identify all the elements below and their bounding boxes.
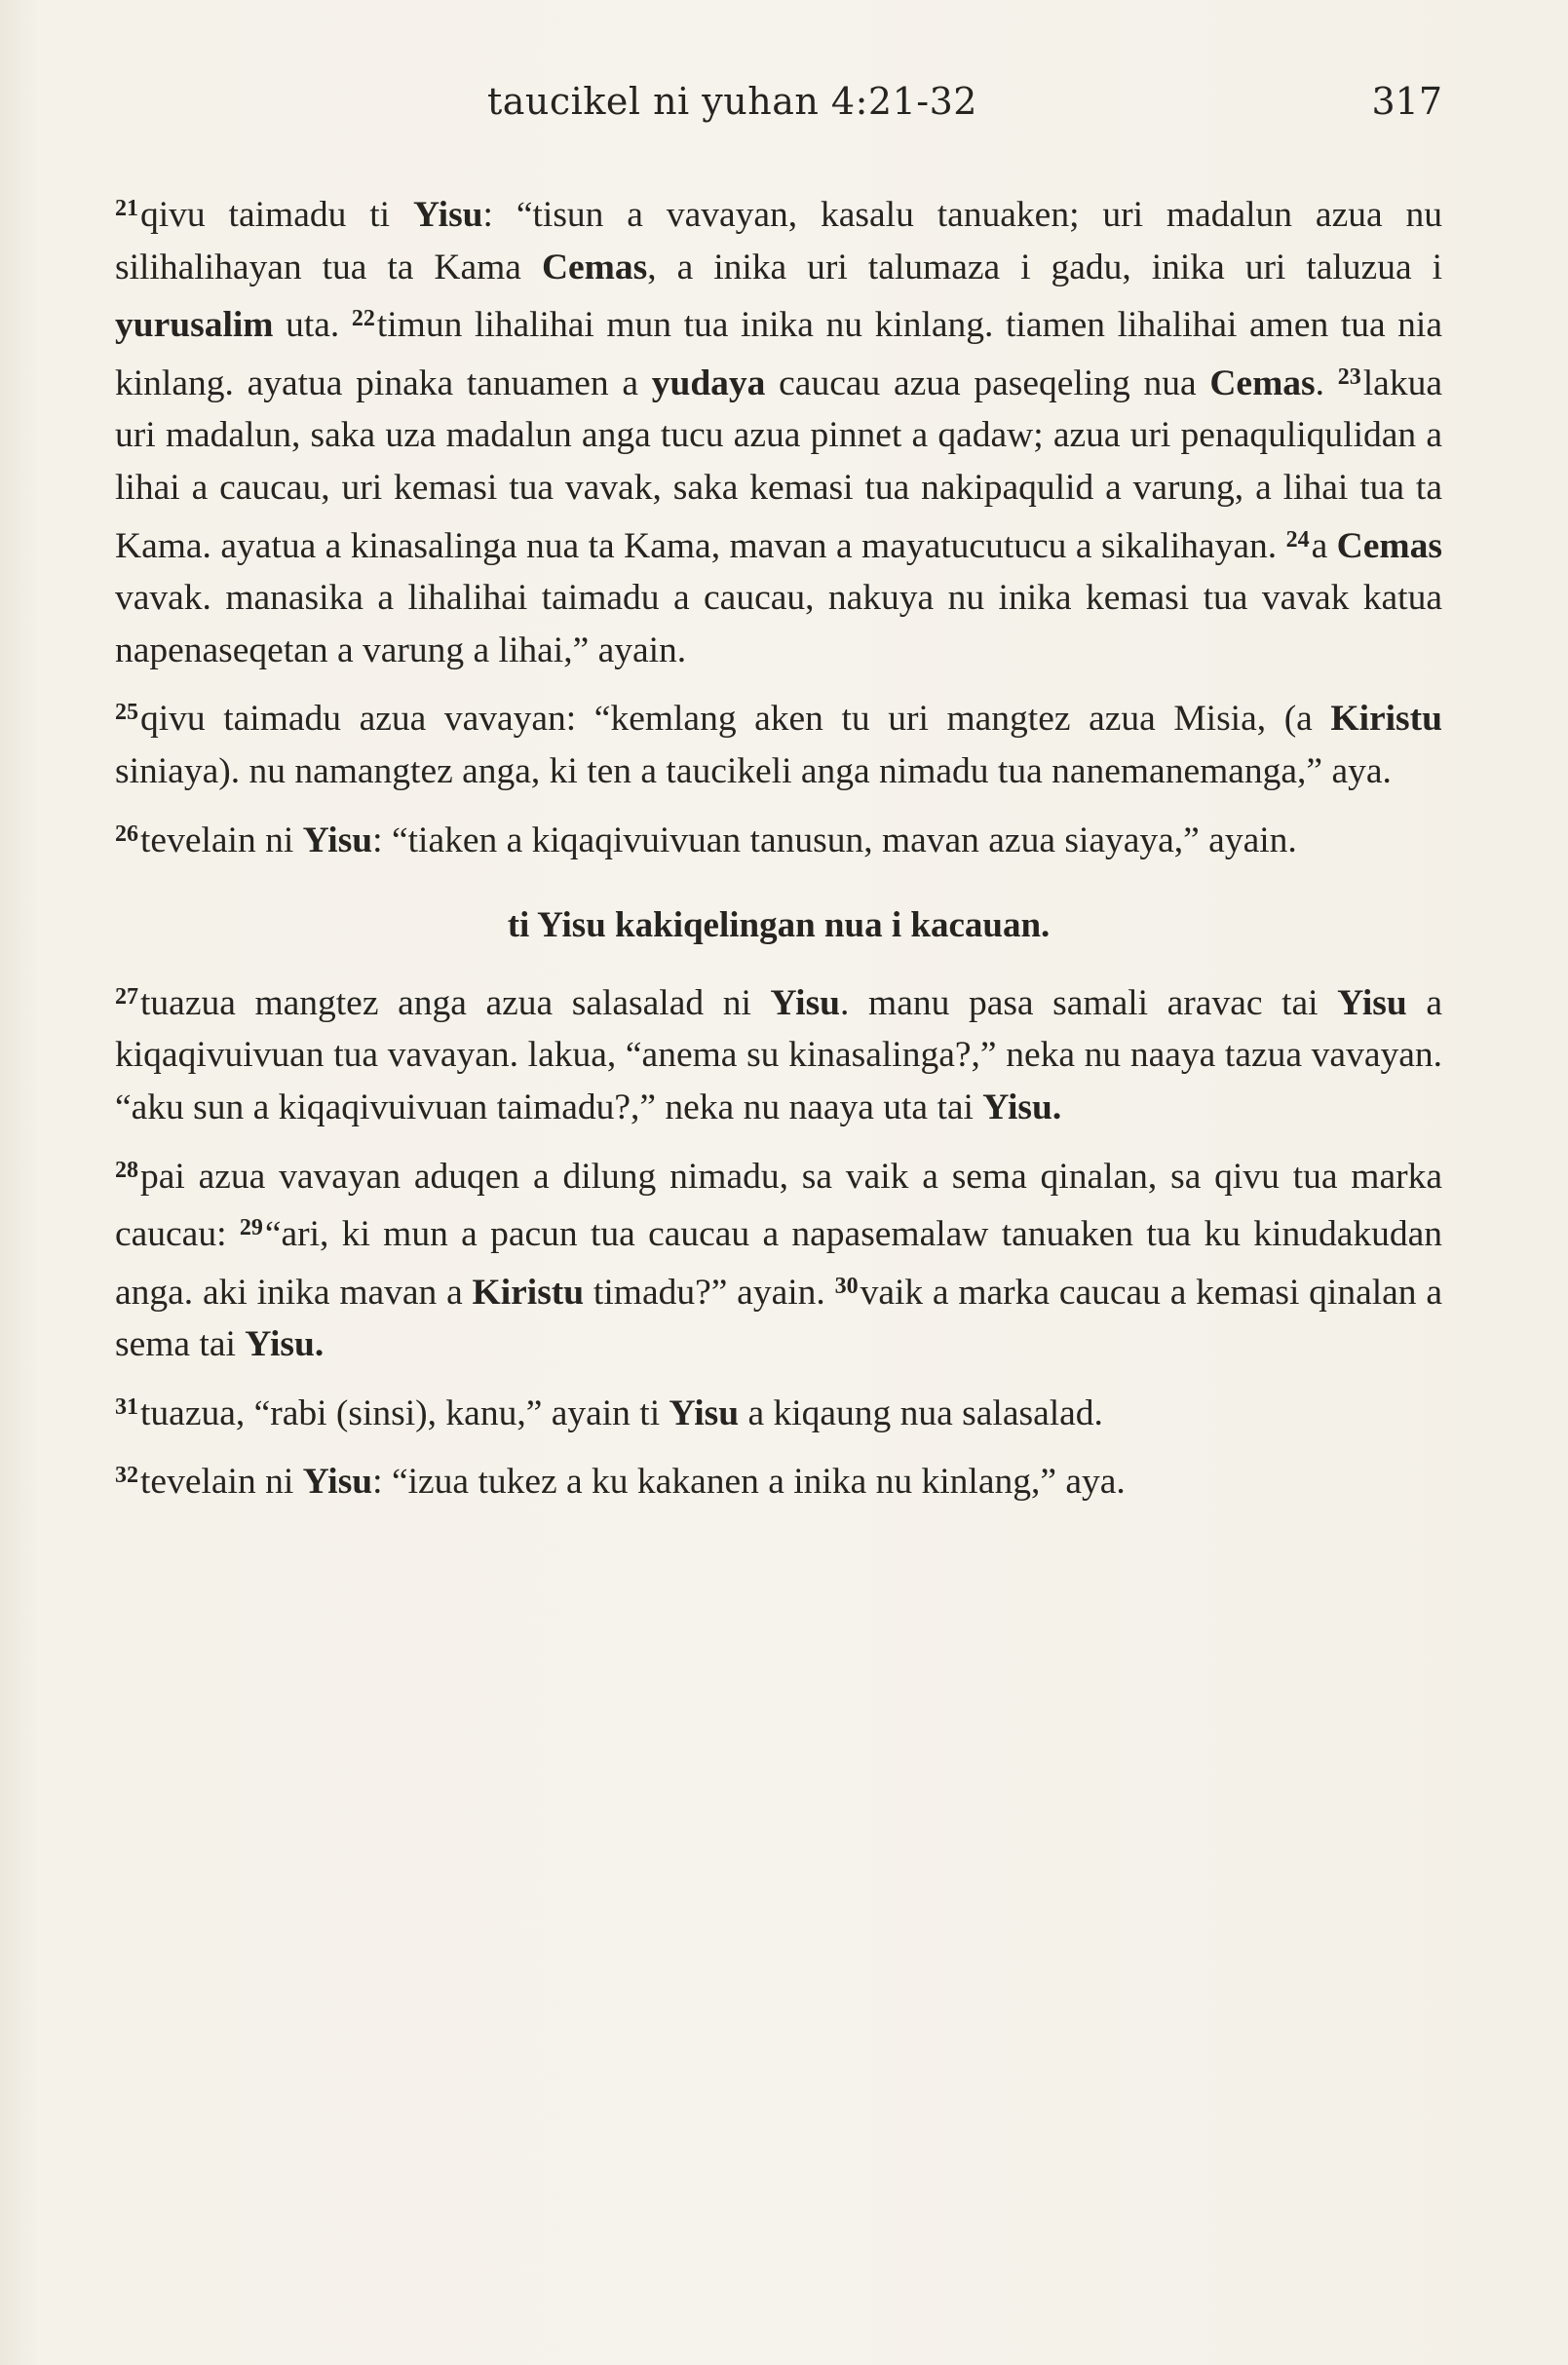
paragraph-v25: $^{25}$qivu taimadu azua vavayan: “kemlang aken tu uri mangtez azua Misia, (a Kiristu siniaya). nu namangtez anga, ki ten a taucikeli anga nimadu tua nanemanemanga,” aya. — [115, 699, 1442, 791]
paragraph-v26: $^{26}$tevelain ni Yisu: “tiaken a kiqaqivuivuan tanusun, mavan azua siayaya,” ayain. — [115, 820, 1297, 860]
page-number: 317 — [1371, 80, 1442, 123]
verse-number: 29 — [239, 1215, 263, 1241]
verse-number: 23 — [1337, 363, 1361, 390]
verse-number: 31 — [115, 1393, 138, 1420]
paragraph-v27: $^{27}$tuazua mangtez anga azua salasalad ni Yisu. manu pasa samali aravac tai Yisu a kiqaqivuivuan tua vavayan. lakua, “anema su kinasalinga?,” neka nu naaya tazua vavayan. “aku sun a kiqaqivuivuan taimadu?,” neka nu naaya uta tai Yisu. — [115, 982, 1442, 1127]
paragraph-v31: $^{31}$tuazua, “rabi (sinsi), kanu,” ayain ti Yisu a kiqaung nua salasalad. — [115, 1392, 1103, 1433]
verse-number: 22 — [351, 306, 375, 332]
page-body — [115, 183, 1442, 1508]
running-header — [117, 80, 1442, 138]
verse-number: 30 — [834, 1273, 859, 1299]
verse-number: 26 — [115, 820, 138, 847]
header-title: taucikel ni yuhan 4:21-32 — [487, 80, 977, 123]
verse-number: 28 — [115, 1157, 138, 1183]
verse-number: 24 — [1285, 526, 1310, 553]
paragraph-v32: $^{32}$tevelain ni Yisu: “izua tukez a ku kakanen a inika nu kinlang,” aya. — [115, 1462, 1126, 1503]
verse-number: 21 — [115, 196, 138, 221]
verse-number: 25 — [115, 700, 138, 726]
verse-number: 27 — [115, 983, 138, 1010]
paragraph-v28: $^{28}$pai azua vavayan aduqen a dilung nimadu, sa vaik a sema qinalan, sa qivu tua marka caucau: $^{29}$“ari, ki mun a pacun tua caucau a napasemalaw tanuaken tua ku kinudakudan anga. aki inika mavan a Kiristu timadu?” ayain. $^{30}$vaik a marka caucau a kemasi qinalan a sema tai Yisu. — [115, 1156, 1442, 1365]
verse-number: 32 — [115, 1463, 138, 1489]
section-heading: ti Yisu kakiqelingan nua i kacauan. — [507, 905, 1051, 946]
paragraph-v21: $^{21}$qivu taimadu ti Yisu: “tisun a vavayan, kasalu tanuaken; uri madalun azua nu silihalihayan tua ta Kama Cemas, a inika uri talumaza i gadu, inika uri taluzua i yurusalim uta. $^{22}$timun lihalihai mun tua inika nu kinlang. tiamen lihalihai amen tua nia kinlang. ayatua pinaka tanuamen a yudaya caucau azua paseqeling nua Cemas. $^{23}$lakua uri madalun, saka uza madalun anga tucu azua pinnet a qadaw; azua uri penaquliqulidan a lihai a caucau, uri kemasi tua vavak, saka kemasi tua nakipaqulid a varung, a lihai tua ta Kama. ayatua a kinasalinga nua ta Kama, mavan a mayatucutucu a sikalihayan. $^{24}$a Cemas vavak. manasika a lihalihai taimadu a caucau, nakuya nu inika kemasi tua vavak katua napenaseqetan a varung a lihai,” ayain. — [115, 195, 1442, 670]
